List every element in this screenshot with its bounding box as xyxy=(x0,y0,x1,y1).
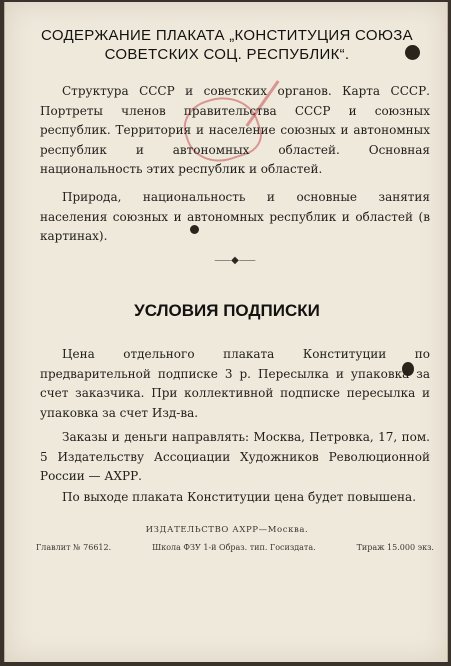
subscription-paragraph-3: По выходе плаката Конституции цена будет повышена. xyxy=(62,490,417,504)
heading-line-1: СОДЕРЖАНИЕ ПЛАКАТА „КОНСТИТУЦИЯ СОЮЗА xyxy=(41,27,413,44)
subscription-paragraph-1: Цена отдельного плаката Конституции по предварительной подписке 3 р. Пересылка и упаковка за счет заказчика. При коллективной подписке пересылка и упаковка за счет Изд-ва. xyxy=(40,347,430,420)
print-run: Тираж 15.000 экз. xyxy=(356,543,434,552)
contents-paragraph-1: Структура СССР и советских органов. Карта СССР. Портреты членов правительства СССР и союзных республик. Территория и население союзных и автономных республик и автономных областей. Основная национальность этих республик и областей. xyxy=(40,84,430,176)
contents-paragraph-2: Природа, национальность и основные занятия населения союзных и автономных республик и областей (в картинах). xyxy=(40,190,430,243)
license-number: Главлит № 76612. xyxy=(36,543,112,552)
publisher-line: ИЗДАТЕЛЬСТВО АХРР—Москва. xyxy=(145,525,309,535)
contents-heading xyxy=(22,26,432,64)
printer-name: Школа ФЗУ 1-й Образ. тип. Госиздата. xyxy=(152,543,316,552)
heading-line-2: СОВЕТСКИХ СОЦ. РЕСПУБЛИК“. xyxy=(104,46,350,63)
subscription-title: УСЛОВИЯ ПОДПИСКИ xyxy=(134,301,320,320)
imprint-line xyxy=(36,542,434,554)
subscription-paragraph-2: Заказы и деньги направлять: Москва, Петровка, 17, пом. 5 Издательству Ассоциации Художников Революционной России — АХРР. xyxy=(40,430,430,483)
ornament-divider: ⸺◆⸺ xyxy=(214,255,256,266)
